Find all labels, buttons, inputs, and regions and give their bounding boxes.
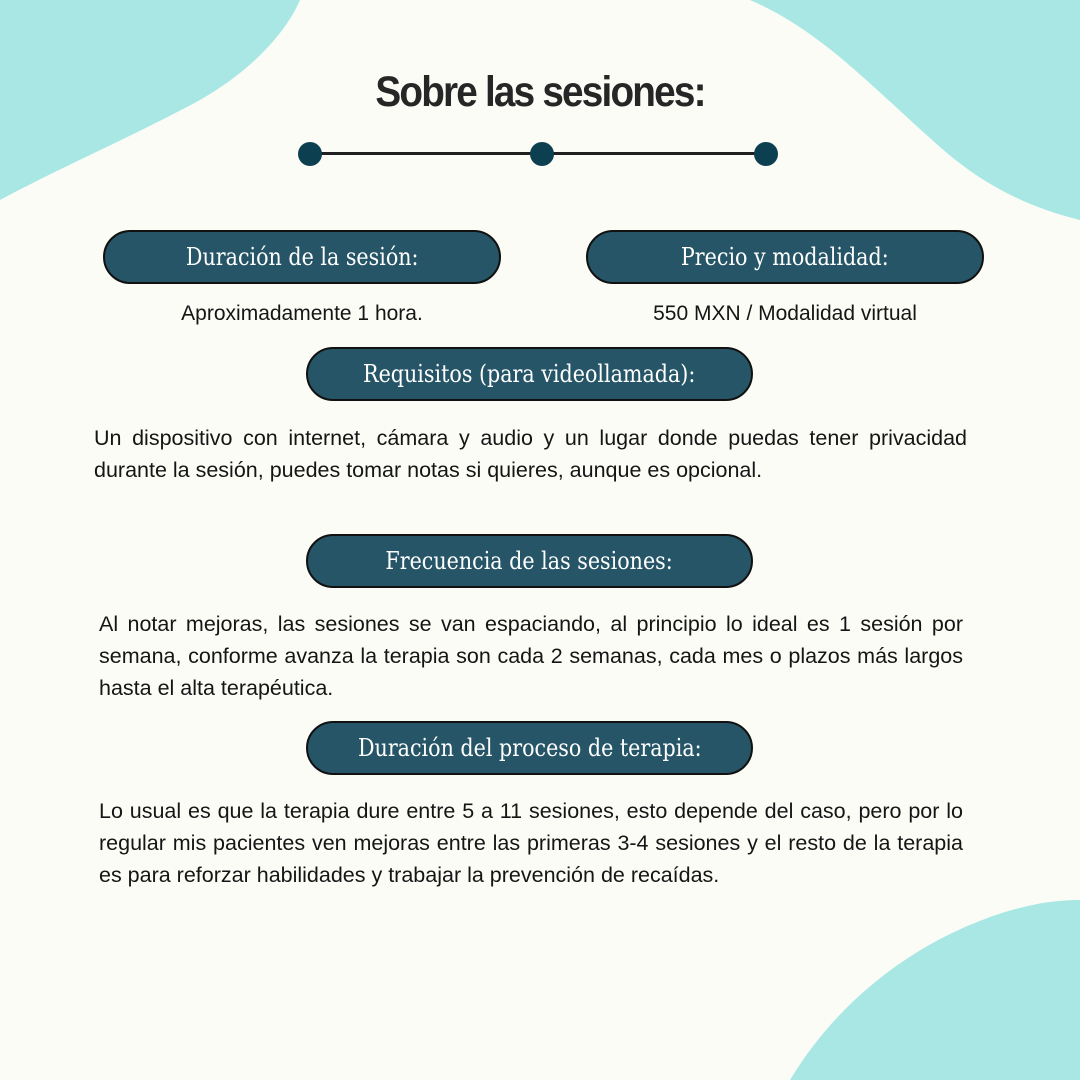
frequency-text: Al notar mejoras, las sesiones se van espaciando, al principio lo ideal es 1 sesión por semana, conforme avanza la terapia son cada 2 semanas, cada mes o plazos más largos hasta el alta terapéutica. <box>99 612 963 700</box>
therapy-process-text: Lo usual es que la terapia dure entre 5 a 11 sesiones, esto depende del caso, pero por lo regular mis pacientes ven mejoras entre las primeras 3-4 sesiones y el resto de la terapia es para reforzar habilidades y trabajar la prevención de recaídas. <box>99 799 963 887</box>
divider-dot-right <box>754 142 778 166</box>
session-duration-heading-label: Duración de la sesión: <box>185 243 419 271</box>
requirements-heading <box>306 347 753 401</box>
price-modality-heading <box>586 230 984 284</box>
divider-dot-middle <box>530 142 554 166</box>
bottom-right-blob-decoration <box>790 900 1080 1080</box>
session-duration-text: Aproximadamente 1 hora. <box>181 302 423 325</box>
frequency-heading <box>306 534 753 588</box>
therapy-process-heading <box>306 721 753 775</box>
divider-dot-left <box>298 142 322 166</box>
session-duration-heading <box>103 230 501 284</box>
frequency-heading-label: Frecuencia de las sesiones: <box>385 547 674 575</box>
requirements-heading-label: Requisitos (para videollamada): <box>363 360 696 388</box>
price-modality-text: 550 MXN / Modalidad virtual <box>653 302 917 325</box>
timeline-divider <box>296 140 780 168</box>
therapy-process-heading-label: Duración del proceso de terapia: <box>357 734 702 762</box>
page-title: Sobre las sesiones: <box>375 68 705 116</box>
requirements-text: Un dispositivo con internet, cámara y audio y un lugar donde puedas tener privacidad durante la sesión, puedes tomar notas si quieres, aunque es opcional. <box>94 426 967 482</box>
price-modality-heading-label: Precio y modalidad: <box>681 243 889 271</box>
